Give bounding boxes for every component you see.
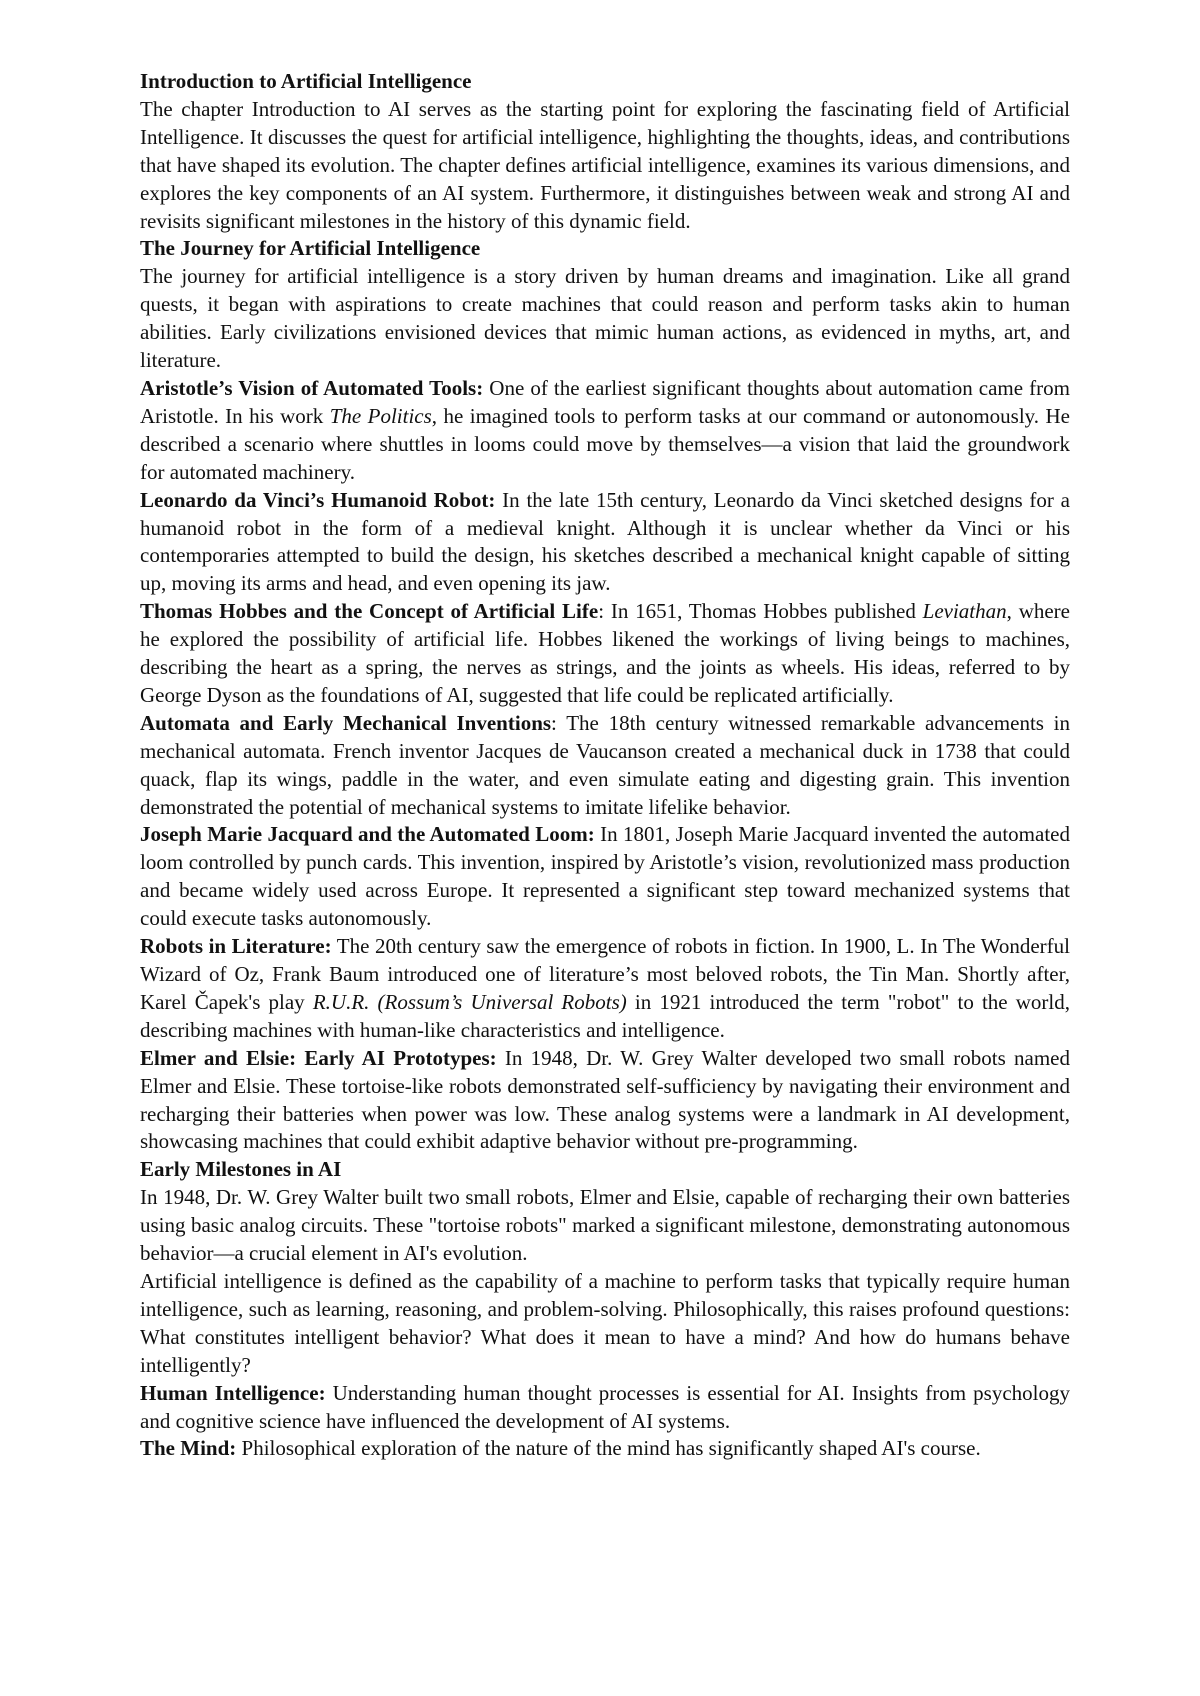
heading-journey: The Journey for Artificial Intelligence	[140, 236, 481, 261]
term-literature: Robots in Literature:	[140, 934, 332, 959]
paragraph-aristotle: Aristotle’s Vision of Automated Tools: One of the earliest significant thoughts about automation came from Aristotle. In his work The Politics, he imagined tools to perform tasks at our command or autonomously. He described a scenario where shuttles in looms could move by themselves—a vision that laid the groundwork for automated machinery.	[140, 375, 1070, 484]
term-aristotle: Aristotle’s Vision of Automated Tools:	[140, 375, 484, 400]
term-jacquard: Joseph Marie Jacquard and the Automated Loom:	[140, 822, 595, 847]
paragraph-milestones-2: Artificial intelligence is defined as the capability of a machine to perform tasks that typically require human intelligence, such as learning, reasoning, and problem-solving. Philosophically, this raises profound questions: What constitutes intelligent behavior? What does it mean to have a mind? And how do humans behave intelligently?	[140, 1268, 1070, 1377]
term-the-mind: The Mind:	[140, 1436, 237, 1461]
term-human-intelligence: Human Intelligence:	[140, 1380, 326, 1405]
paragraph-journey: The journey for artificial intelligence is a story driven by human dreams and imagination. Like all grand quests, it began with aspirations to create machines that could reason and perform tasks akin to human abilities. Early civilizations envisioned devices that mimic human actions, as evidenced in myths, art, and literature.	[140, 264, 1070, 373]
paragraph-jacquard: Joseph Marie Jacquard and the Automated Loom: In 1801, Joseph Marie Jacquard invented the automated loom controlled by punch cards. This invention, inspired by Aristotle’s vision, revolutionized mass production and became widely used across Europe. It represented a significant step toward mechanized systems that could execute tasks autonomously.	[140, 822, 1070, 931]
document-page	[140, 68, 1070, 1463]
heading-introduction: Introduction to Artificial Intelligence	[140, 69, 472, 93]
title-the-politics: The Politics	[329, 403, 432, 428]
paragraph-automata: Automata and Early Mechanical Inventions: The 18th century witnessed remarkable advancements in mechanical automata. French inventor Jacques de Vaucanson created a mechanical duck in 1738 that could quack, flap its wings, paddle in the water, and even simulate eating and digesting grain. This invention demonstrated the potential of mechanical systems to imitate lifelike behavior.	[140, 710, 1070, 819]
term-elmer-elsie: Elmer and Elsie: Early AI Prototypes:	[140, 1045, 497, 1070]
paragraph-literature: Robots in Literature: The 20th century saw the emergence of robots in fiction. In 1900, L. In The Wonderful Wizard of Oz, Frank Baum introduced one of literature’s most beloved robots, the Tin Man. Shortly after, Karel Čapek's play R.U.R. (Rossum’s Universal Robots) in 1921 introduced the term "robot" to the world, describing machines with human-like characteristics and intelligence.	[140, 934, 1071, 1042]
term-davinci: Leonardo da Vinci’s Humanoid Robot:	[140, 487, 496, 512]
paragraph-davinci: Leonardo da Vinci’s Humanoid Robot: In the late 15th century, Leonardo da Vinci sketched designs for a humanoid robot in the form of a medieval knight. Although it is unclear whether da Vinci or his contemporaries attempted to build the design, his sketches described a mechanical knight capable of sitting up, moving its arms and head, and even opening its jaw.	[140, 487, 1070, 596]
heading-milestones: Early Milestones in AI	[140, 1157, 342, 1182]
paragraph-introduction: The chapter Introduction to AI serves as the starting point for exploring the fascinating field of Artificial Intelligence. It discusses the quest for artificial intelligence, highlighting the thoughts, ideas, and contributions that have shaped its evolution. The chapter defines artificial intelligence, examines its various dimensions, and explores the key components of an AI system. Furthermore, it distinguishes between weak and strong AI and revisits significant milestones in the history of this dynamic field.	[140, 96, 1070, 233]
title-rur: R.U.R. (Rossum’s Universal Robots)	[312, 989, 627, 1014]
paragraph-elmer-elsie: Elmer and Elsie: Early AI Prototypes: In 1948, Dr. W. Grey Walter developed two small robots named Elmer and Elsie. These tortoise-like robots demonstrated self-sufficiency by navigating their environment and recharging their batteries when power was low. These analog systems were a landmark in AI development, showcasing machines that could exhibit adaptive behavior without pre-programming.	[140, 1045, 1070, 1154]
term-automata: Automata and Early Mechanical Inventions	[140, 710, 552, 735]
paragraph-hobbes: Thomas Hobbes and the Concept of Artificial Life: In 1651, Thomas Hobbes published Leviathan, where he explored the possibility of artificial life. Hobbes likened the workings of living beings to machines, describing the heart as a spring, the nerves as strings, and the joints as wheels. His ideas, referred to by George Dyson as the foundations of AI, suggested that life could be replicated artificially.	[140, 599, 1070, 707]
term-hobbes: Thomas Hobbes and the Concept of Artificial Life	[140, 599, 599, 624]
title-leviathan: Leviathan	[922, 599, 1007, 624]
paragraph-the-mind: The Mind: Philosophical exploration of the nature of the mind has significantly shaped AI's course.	[140, 1436, 981, 1461]
paragraph-human-intelligence: Human Intelligence: Understanding human thought processes is essential for AI. Insights from psychology and cognitive science have influenced the development of AI systems.	[140, 1380, 1070, 1433]
paragraph-milestones-1: In 1948, Dr. W. Grey Walter built two small robots, Elmer and Elsie, capable of recharging their own batteries using basic analog circuits. These "tortoise robots" marked a significant milestone, demonstrating autonomous behavior—a crucial element in AI's evolution.	[140, 1185, 1070, 1266]
